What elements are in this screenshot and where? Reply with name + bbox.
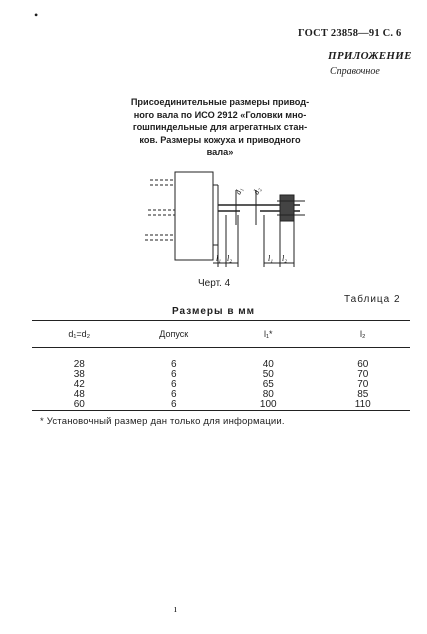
table-cell: 60 — [357, 359, 369, 370]
table-cell: 110 — [354, 399, 371, 410]
label-d1: d₁ — [233, 186, 245, 196]
table-row — [32, 390, 410, 400]
label-l2-right: l₂ — [282, 254, 288, 263]
shaft-drawing — [140, 165, 320, 275]
col-header-diameter: d₁=d₂ — [68, 329, 91, 339]
caption-line: ков. Размеры кожуха и приводного — [139, 134, 301, 145]
housing-body — [175, 172, 213, 260]
col-header-tolerance: Допуск — [159, 329, 189, 339]
caption-line: вала» — [206, 147, 234, 158]
appendix-subtitle: Справочное — [330, 66, 380, 77]
table-row — [32, 370, 410, 380]
standard-header: ГОСТ 23858—91 С. 6 — [298, 28, 402, 39]
table-cell: 65 — [262, 379, 274, 390]
table-cell: 6 — [170, 399, 177, 410]
table-row — [32, 348, 410, 371]
table-cell: 70 — [357, 379, 369, 390]
spindle-lines — [145, 180, 175, 240]
table-cell: 70 — [357, 369, 369, 380]
label-l2-left: l₂ — [227, 254, 233, 263]
table-cell: 42 — [73, 379, 85, 390]
label-l1-left: l₁ — [216, 254, 222, 263]
figure-number: Черт. 4 — [198, 278, 231, 289]
table-cell: 6 — [170, 359, 177, 370]
table-row — [32, 400, 410, 411]
table-cell: 40 — [262, 359, 274, 370]
page-mark: ı — [174, 604, 177, 615]
table-cell: 6 — [170, 389, 177, 400]
dimensions-table — [32, 320, 410, 411]
appendix-title: ПРИЛОЖЕНИЕ — [328, 50, 412, 62]
caption-line: гошпиндельные для агрегатных стан- — [132, 122, 308, 133]
page-marker: • — [34, 8, 39, 22]
label-d2: d₂ — [251, 186, 263, 196]
table-cell: 50 — [262, 369, 274, 380]
table-cell: 100 — [259, 399, 277, 410]
table-cell: 80 — [262, 389, 274, 400]
table-row — [32, 380, 410, 390]
coupling — [280, 195, 294, 221]
table-cell: 6 — [170, 379, 177, 390]
caption-line: Присоединительные размеры привод- — [130, 97, 310, 107]
table-cell: 38 — [73, 369, 85, 380]
table-cell: 85 — [357, 389, 369, 400]
col-header-l2: l₂ — [360, 329, 366, 339]
col-header-l1: l₁* — [263, 329, 273, 339]
figure-caption — [120, 96, 320, 159]
caption-line: ного вала по ИСО 2912 «Головки мно- — [133, 109, 307, 120]
table-header-row — [32, 321, 410, 348]
table-title: Размеры в мм — [172, 306, 256, 317]
table-cell: 60 — [73, 399, 85, 410]
label-l1-right: l₁ — [268, 254, 274, 263]
footnote: * Установочный размер дан только для информации. — [40, 416, 285, 427]
table-cell: 6 — [170, 369, 177, 380]
table-cell: 28 — [73, 359, 85, 370]
table-cell: 48 — [73, 389, 85, 400]
table-label: Таблица 2 — [344, 294, 401, 305]
